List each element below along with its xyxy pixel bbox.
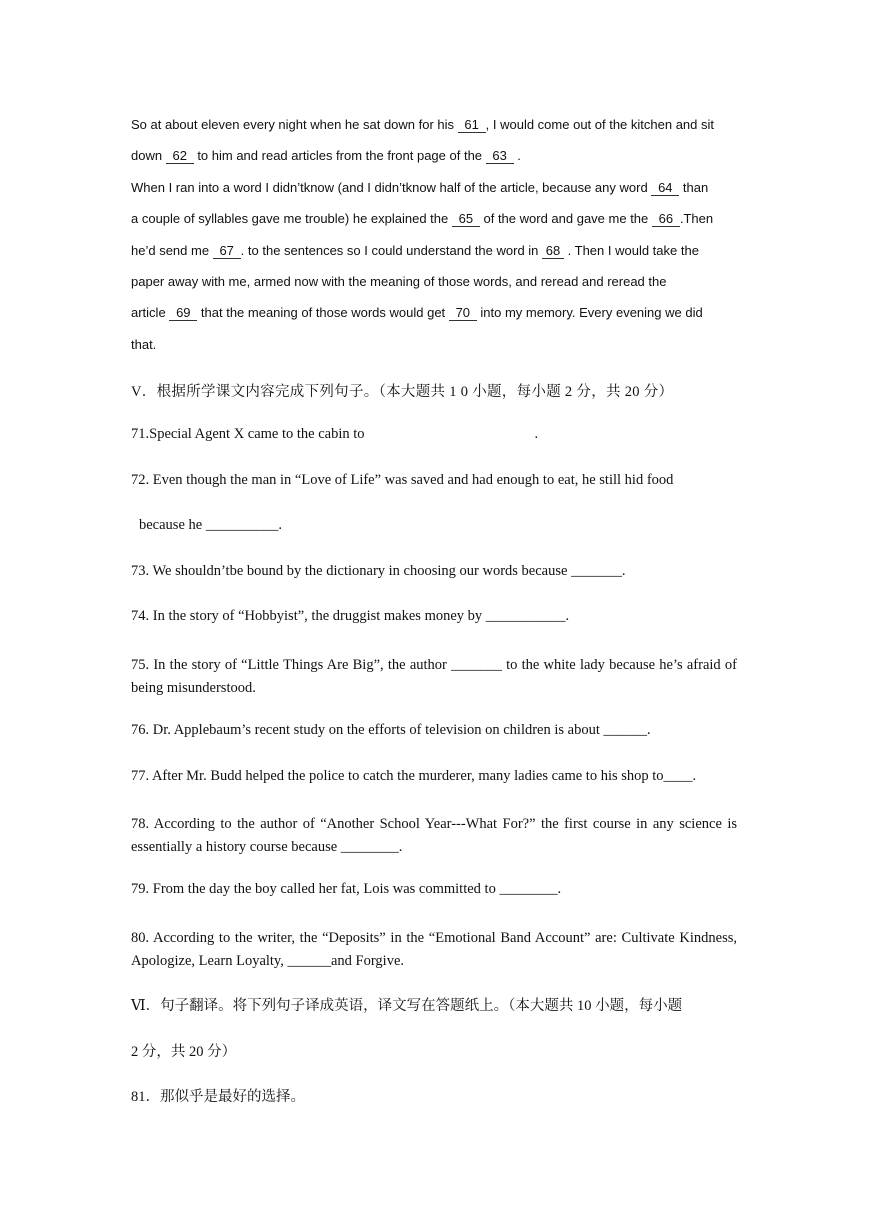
passage-line-6	[131, 274, 666, 289]
passage-text: to him and read articles from the front page of the	[193, 148, 486, 163]
passage-text: When I ran into a word I didn’tknow (and I didn’tknow half of the article, because any word	[131, 180, 652, 195]
blank-68: 68	[542, 243, 564, 259]
passage-line-3	[131, 180, 708, 196]
passage-text: that the meaning of those words would get	[197, 305, 449, 320]
passage-line-5	[131, 243, 699, 259]
blank-64: 64	[651, 180, 679, 196]
blank-66: 66	[652, 211, 680, 227]
passage-text: article	[131, 305, 170, 320]
blank-63: 63	[486, 148, 514, 164]
passage-line-1	[131, 117, 714, 133]
passage-text: paper away with me, armed now with the meaning of those words, and reread and reread the	[131, 274, 667, 289]
passage-text: into my memory. Every evening we did	[476, 305, 703, 320]
question-72-line-2: because he __________.	[139, 517, 282, 533]
question-75: 75. In the story of “Little Things Are Big”, the author _______ to the white lady because he’s afraid of being misunderstood.	[131, 657, 737, 696]
question-76: 76. Dr. Applebaum’s recent study on the efforts of television on children is about ______.	[131, 722, 651, 738]
blank-70: 70	[449, 305, 477, 321]
question-72-line-1: 72. Even though the man in “Love of Life” was saved and had enough to eat, he still hid food	[131, 472, 674, 488]
question-74: 74. In the story of “Hobbyist”, the druggist makes money by ___________.	[131, 608, 570, 624]
passage-line-4	[131, 211, 713, 227]
question-71	[131, 426, 538, 443]
passage-line-8	[131, 337, 156, 352]
section-6-heading-line-2: 2 分，共 20 分）	[131, 1044, 237, 1060]
question-79: 79. From the day the boy called her fat, Lois was committed to ________.	[131, 881, 562, 897]
question-text: 71.Special Agent X came to the cabin to	[131, 426, 365, 442]
passage-text: . to the sentences so I could understand the word in	[240, 243, 543, 258]
section-5-heading: V．根据所学课文内容完成下列句子。（本大题共 1 0 小题，每小题 2 分，共 20 分）	[131, 384, 674, 400]
section-6-heading-line-1: Ⅵ．句子翻译。将下列句子译成英语，译文写在答题纸上。（本大题共 10 小题，每小题	[131, 998, 683, 1014]
passage-text: , I would come out of the kitchen and sit	[485, 117, 715, 132]
blank-65: 65	[452, 211, 480, 227]
passage-text: So at about eleven every night when he sat down for his	[131, 117, 458, 132]
passage-text: down	[131, 148, 166, 163]
passage-text: a couple of syllables gave me trouble) he explained the	[131, 211, 452, 226]
passage-text: that.	[131, 337, 157, 352]
question-78: 78. According to the author of “Another School Year---What For?” the first course in any science is essentially a history course because ________.	[131, 816, 737, 855]
passage-text: .	[513, 148, 521, 163]
question-77: 77. After Mr. Budd helped the police to catch the murderer, many ladies came to his shop to____.	[131, 768, 697, 784]
question-73: 73. We shouldn’tbe bound by the dictionary in choosing our words because _______.	[131, 563, 626, 579]
blank-67: 67	[213, 243, 241, 259]
question-text: .	[534, 426, 539, 442]
passage-line-2	[131, 148, 521, 164]
passage-text: . Then I would take the	[564, 243, 699, 258]
passage-text: .Then	[679, 211, 714, 226]
question-80: 80. According to the writer, the “Deposits” in the “Emotional Band Account” are: Cultivate Kindness, Apologize, Learn Loyalty, ______and Forgive.	[131, 930, 737, 969]
blank-61: 61	[458, 117, 486, 133]
blank-69: 69	[169, 305, 197, 321]
passage-text: than	[679, 180, 709, 195]
passage-text: he’d send me	[131, 243, 213, 258]
blank-62: 62	[166, 148, 194, 164]
passage-text: of the word and gave me the	[479, 211, 652, 226]
passage-line-7	[131, 305, 703, 321]
question-81: 81．那似乎是最好的选择。	[131, 1089, 305, 1105]
